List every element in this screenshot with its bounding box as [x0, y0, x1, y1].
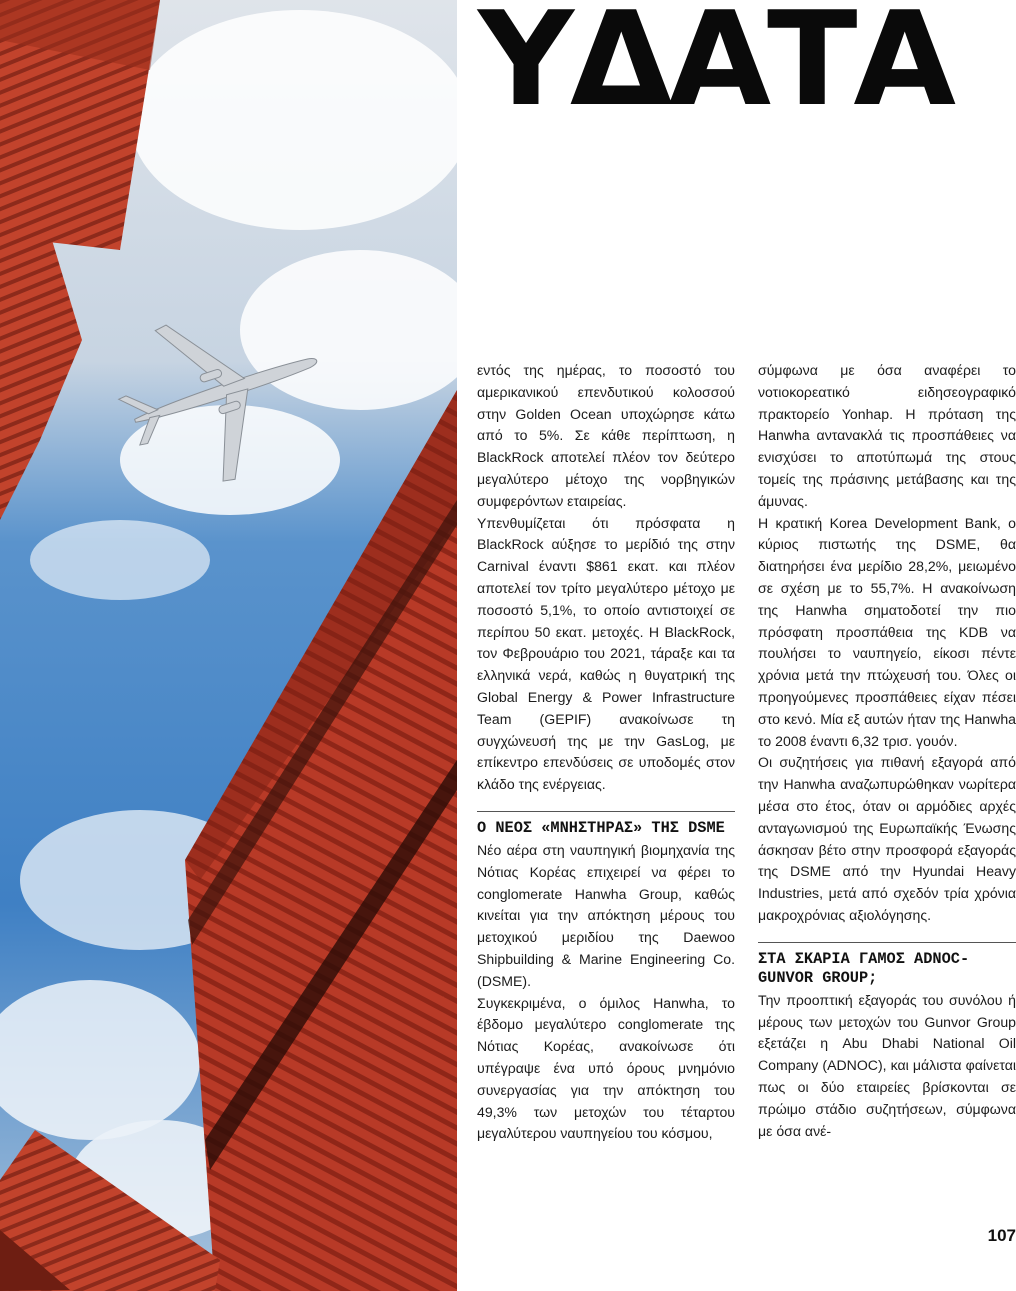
- containers-airplane-illustration: [0, 0, 457, 1291]
- subheading-dsme: Ο ΝΕΟΣ «ΜΝΗΣΤΗΡΑΣ» ΤΗΣ DSME: [477, 818, 725, 837]
- paragraph: Συγκεκριμένα, ο όμιλος Hanwha, το έβδομο μεγαλύτερο conglomerate της Νότιας Κορέας, ανακοίνωσε ότι υπέγραψε ένα υπό όρους μνημόνιο συνεργασίας για την απόκτηση του 49,3% των μετοχών του τέταρτου μεγαλύτερου ναυπηγείου του κόσμου,: [477, 994, 735, 1142]
- article-column-left: [477, 360, 735, 1145]
- page-number: 107: [987, 1226, 1016, 1245]
- article-column-right: [758, 360, 1016, 1142]
- paragraph: σύμφωνα με όσα αναφέρει το νοτιοκορεατικό ειδησεογραφικό πρακτορείο Yonhap. Η πρόταση της Hanwha αντανακλά τις προσπάθειες να ενισχύσει το αποτύπωμά της στους τομείς της πράσινης μετάβασης και της άμυνας.: [758, 362, 1016, 509]
- paragraph: Υπενθυμίζεται ότι πρόσφατα η BlackRock αύξησε το μερίδιό της στην Carnival έναντι $861 εκατ. και πλέον αποτελεί τον τρίτο μεγαλύτερο μέτοχο με ποσοστό 5,1%, το οποίο αντιστοιχεί σε περίπου 50 εκατ. μετοχές. Η BlackRock, τον Φεβρουάριο του 2021, τάραξε και τα ελληνικά νερά, καθώς η θυγατρική της Global Energy & Power Infrastructure Team (GEPIF) ανακοίνωσε τη συγχώνευσή της με την GasLog, με επίκεντρο επενδύσεις σε υποδομές στον κλάδο της ενέργειας.: [477, 514, 735, 793]
- paragraph: εντός της ημέρας, το ποσοστό του αμερικανικού επενδυτικού κολοσσού στην Golden Ocean υποχώρησε κάτω από το 5%. Σε κάθε περίπτωση, η BlackRock αποτελεί πλέον τον δεύτερο μεγαλύτερο μέτοχο της νορβηγικών συμφερόντων εταιρείας.: [477, 362, 735, 509]
- section-divider: [477, 811, 735, 812]
- paragraph: Νέο αέρα στη ναυπηγική βιομηχανία της Νότιας Κορέας επιχειρεί να φέρει το conglomerate Hanwha Group, καθώς κινείται για την απόκτηση μέρους του μετοχικού μεριδίου της Daewoo Shipbuilding & Marine Engineering Co. (DSME).: [477, 841, 735, 989]
- paragraph: Την προοπτική εξαγοράς του συνόλου ή μέρους των μετοχών του Gunvor Group εξετάζει η Abu Dhabi National Oil Company (ADNOC), και μάλιστα φαίνεται πως οι δύο εταιρείες βρίσκονται σε πρώιμο στάδιο συζητήσεων, σύμφωνα με όσα ανέ-: [758, 991, 1016, 1139]
- paragraph: Οι συζητήσεις για πιθανή εξαγορά από την Hanwha αναζωπυρώθηκαν νωρίτερα μέσα στο έτος, όταν οι αρμόδιες αρχές ανταγωνισμού της Ευρωπαϊκής Ένωσης άσκησαν βέτο στην προσφορά εξαγοράς της DSME από την Hyundai Heavy Industries, μετά από σχεδόν τρία χρόνια μακροχρόνιας αξιολόγησης.: [758, 754, 1016, 923]
- subheading-adnoc-gunvor: ΣΤΑ ΣΚΑΡΙΑ ΓΑΜΟΣ ADNOC-GUNVOR GROUP;: [758, 949, 970, 987]
- paragraph: Η κρατική Korea Development Bank, ο κύριος πιστωτής της DSME, θα διατηρήσει ένα μερίδιο 28,2%, μειωμένο σε σχέση με το 55,7%. Η ανακοίνωση της Hanwha σηματοδοτεί την πιο πρόσφατη προσπάθεια της KDB να πουλήσει το ναυπηγείο, είκοσι πέντε χρόνια μετά την πτώχευσή του. Όλες οι προηγούμενες προσπάθειες είχαν πέσει στο κενό. Μία εξ αυτών ήταν της Hanwha το 2008 έναντι 6,32 τρισ. γουόν.: [758, 514, 1016, 749]
- section-headline: ΥΔΑΤΑ: [478, 0, 952, 135]
- cover-photo: [0, 0, 457, 1291]
- section-divider: [758, 942, 1016, 943]
